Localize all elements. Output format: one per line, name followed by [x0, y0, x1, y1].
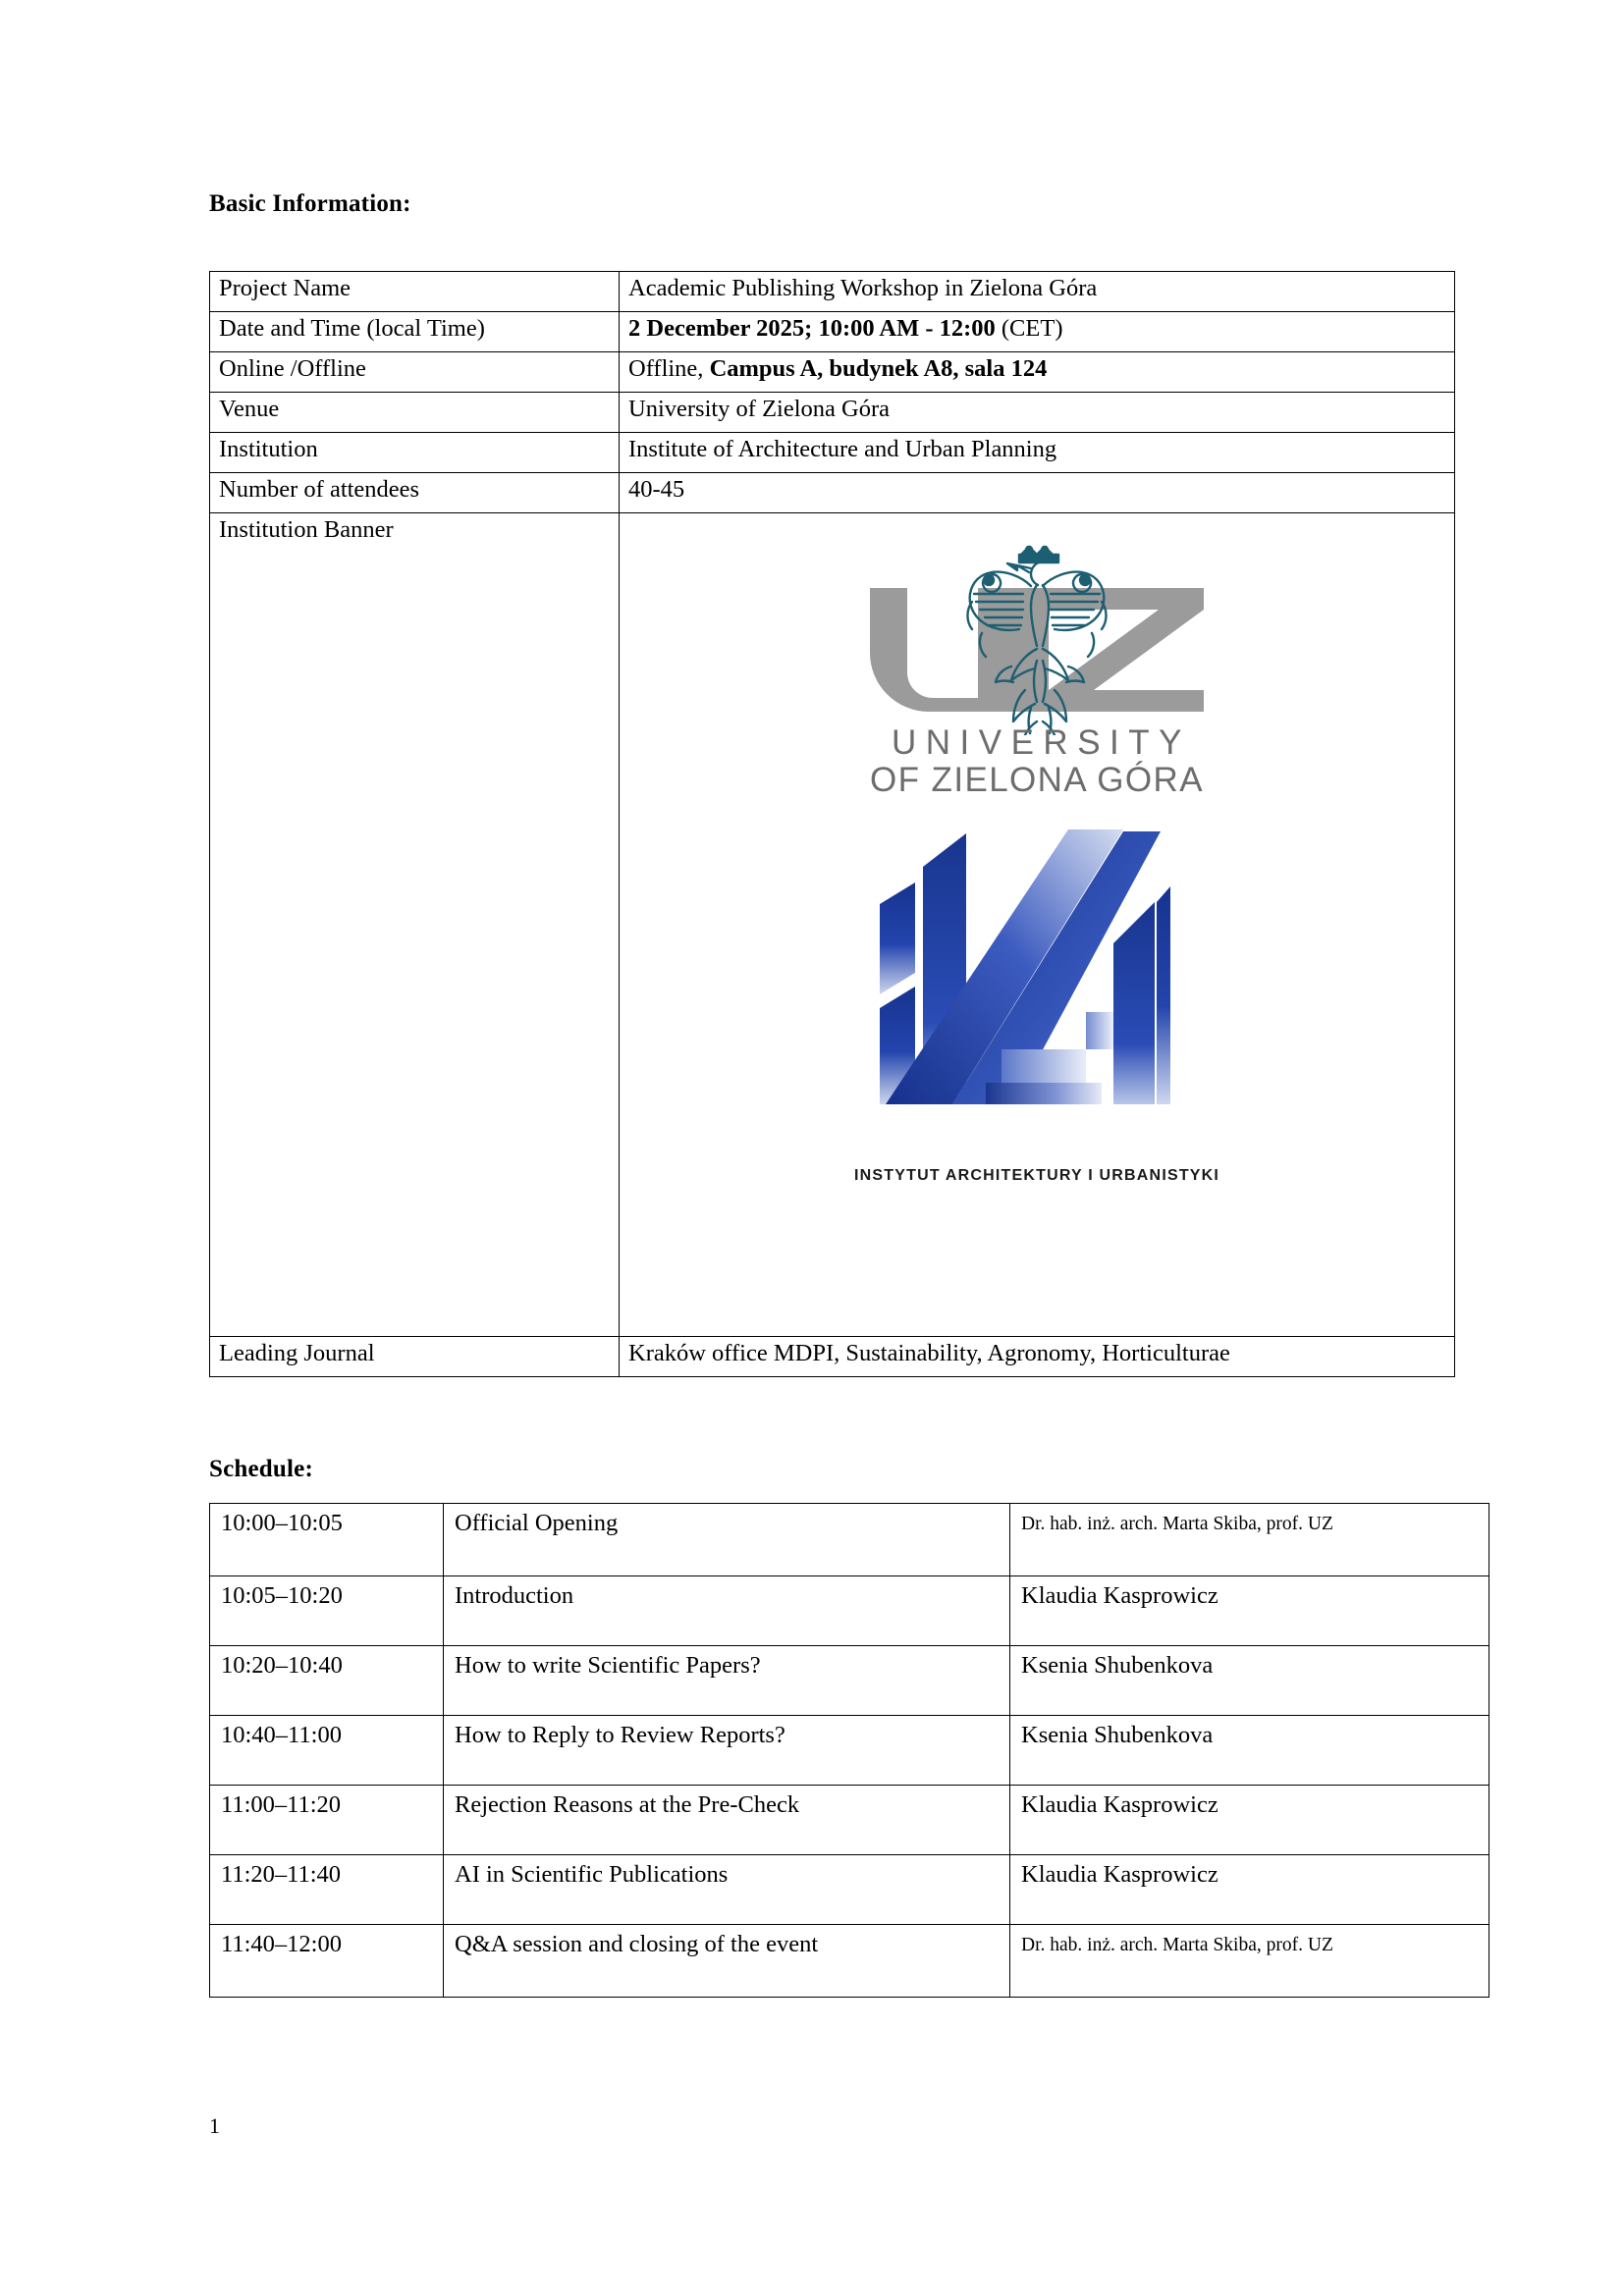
row-value-venue: University of Zielona Góra — [620, 393, 1455, 433]
schedule-time: 11:40–12:00 — [210, 1925, 444, 1998]
schedule-table — [209, 1503, 1489, 1998]
row-label-institution-banner: Institution Banner — [210, 513, 620, 1337]
table-row — [210, 1646, 1489, 1716]
table-row — [210, 433, 1455, 473]
schedule-topic: Official Opening — [444, 1504, 1010, 1576]
table-row — [210, 393, 1455, 433]
row-value-number-of-attendees: 40-45 — [620, 473, 1455, 513]
table-row — [210, 272, 1455, 312]
row-value-project-name: Academic Publishing Workshop in Zielona Góra — [620, 272, 1455, 312]
university-of-zielona-gora-logo — [831, 543, 1243, 799]
institute-of-architecture-logo — [854, 826, 1219, 1218]
schedule-topic: Introduction — [444, 1576, 1010, 1646]
row-label-project-name: Project Name — [210, 272, 620, 312]
row-label-date-and-time: Date and Time (local Time) — [210, 312, 620, 352]
table-row — [210, 1716, 1489, 1786]
page-number: 1 — [209, 2113, 220, 2138]
schedule-heading: Schedule: — [209, 1456, 313, 1482]
row-label-number-of-attendees: Number of attendees — [210, 473, 620, 513]
university-name-text — [831, 725, 1243, 797]
schedule-speaker: Klaudia Kasprowicz — [1010, 1576, 1489, 1646]
schedule-topic: AI in Scientific Publications — [444, 1855, 1010, 1925]
basic-information-table — [209, 271, 1455, 1377]
table-row-institution-banner — [210, 513, 1455, 1337]
schedule-speaker: Dr. hab. inż. arch. Marta Skiba, prof. UZ — [1010, 1504, 1489, 1576]
row-label-venue: Venue — [210, 393, 620, 433]
schedule-topic: How to write Scientific Papers? — [444, 1646, 1010, 1716]
row-value-institution-banner — [620, 513, 1455, 1337]
table-row — [210, 1504, 1489, 1576]
university-name-line-2: OF ZIELONA GÓRA — [870, 761, 1204, 799]
row-label-leading-journal: Leading Journal — [210, 1337, 620, 1377]
schedule-topic: Rejection Reasons at the Pre-Check — [444, 1786, 1010, 1855]
row-value-online-offline — [620, 352, 1455, 393]
schedule-topic: How to Reply to Review Reports? — [444, 1716, 1010, 1786]
table-row — [210, 1786, 1489, 1855]
date-value-plain: (CET) — [995, 315, 1063, 342]
table-row — [210, 1576, 1489, 1646]
schedule-time: 11:20–11:40 — [210, 1855, 444, 1925]
table-row — [210, 473, 1455, 513]
schedule-speaker: Ksenia Shubenkova — [1010, 1646, 1489, 1716]
schedule-time: 11:00–11:20 — [210, 1786, 444, 1855]
schedule-time: 10:00–10:05 — [210, 1504, 444, 1576]
table-row — [210, 1925, 1489, 1998]
schedule-time: 10:40–11:00 — [210, 1716, 444, 1786]
schedule-speaker: Dr. hab. inż. arch. Marta Skiba, prof. UZ — [1010, 1925, 1489, 1998]
institution-banner-images — [620, 513, 1454, 1336]
schedule-time: 10:20–10:40 — [210, 1646, 444, 1716]
row-value-date-and-time — [620, 312, 1455, 352]
table-row — [210, 1337, 1455, 1377]
schedule-topic: Q&A session and closing of the event — [444, 1925, 1010, 1998]
basic-information-heading: Basic Information: — [209, 190, 411, 217]
offline-value-bold: Campus A, budynek A8, sala 124 — [709, 355, 1048, 382]
iau-monogram-icon — [876, 826, 1200, 1149]
row-label-online-offline: Online /Offline — [210, 352, 620, 393]
row-value-leading-journal: Kraków office MDPI, Sustainability, Agronomy, Horticulturae — [620, 1337, 1455, 1377]
table-row — [210, 312, 1455, 352]
schedule-speaker: Ksenia Shubenkova — [1010, 1716, 1489, 1786]
university-name-line-1: UNIVERSITY — [891, 723, 1192, 762]
date-value-bold: 2 December 2025; 10:00 AM - 12:00 — [628, 315, 996, 342]
row-value-institution: Institute of Architecture and Urban Planning — [620, 433, 1455, 473]
table-row — [210, 352, 1455, 393]
table-row — [210, 1855, 1489, 1925]
polish-eagle-crest-icon — [952, 543, 1121, 735]
schedule-speaker: Klaudia Kasprowicz — [1010, 1855, 1489, 1925]
schedule-time: 10:05–10:20 — [210, 1576, 444, 1646]
schedule-speaker: Klaudia Kasprowicz — [1010, 1786, 1489, 1855]
row-label-institution: Institution — [210, 433, 620, 473]
offline-value-plain: Offline, — [628, 355, 710, 382]
institute-caption-text: INSTYTUT ARCHITEKTURY I URBANISTYKI — [854, 1167, 1220, 1184]
